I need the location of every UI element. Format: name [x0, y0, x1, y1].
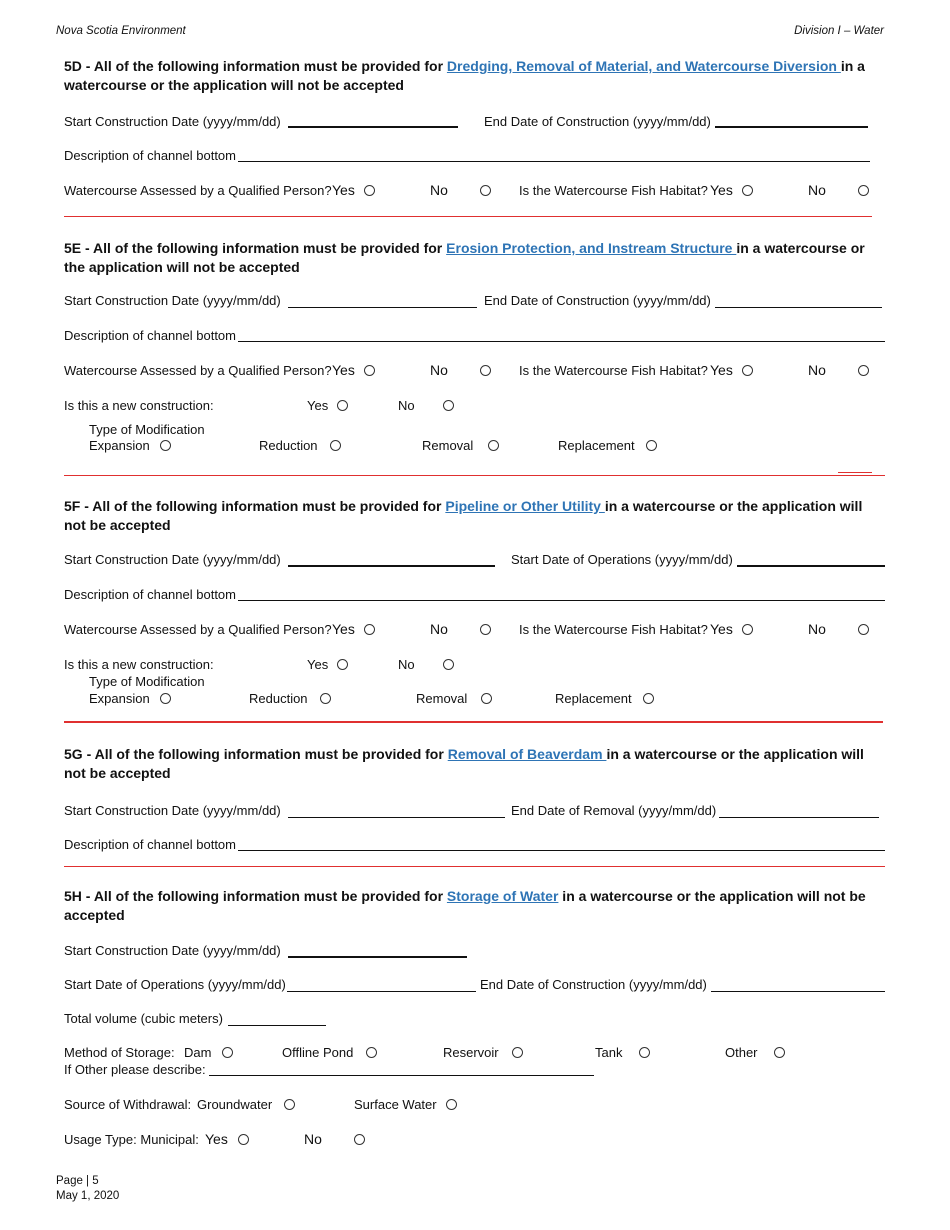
start-operations-field[interactable] — [737, 565, 885, 567]
start-construction-field[interactable] — [288, 565, 495, 567]
new-yes-radio[interactable] — [337, 659, 348, 670]
other-label: Other — [725, 1045, 758, 1060]
section-5e-heading: 5E - All of the following information must be provided for Erosion Protection, and Instream Structure in a watercourse or the application will not be accepted — [64, 240, 865, 275]
municipal-no-label: No — [304, 1131, 322, 1147]
assessed-label: Watercourse Assessed by a Qualified Person? — [64, 622, 332, 637]
channel-bottom-label: Description of channel bottom — [64, 587, 236, 602]
offline-pond-label: Offline Pond — [282, 1045, 354, 1060]
start-operations-label: Start Date of Operations (yyyy/mm/dd) — [511, 552, 733, 567]
surface-water-label: Surface Water — [354, 1097, 437, 1112]
fish-yes-radio[interactable] — [742, 185, 753, 196]
section-5h-heading: 5H - All of the following information must be provided for Storage of Water in a watercourse or the application will not be accepted — [64, 888, 866, 923]
section-5f-link[interactable]: Pipeline or Other Utility — [445, 498, 605, 514]
fish-yes-label: Yes — [710, 621, 733, 637]
dam-radio[interactable] — [222, 1047, 233, 1058]
end-construction-label: End Date of Construction (yyyy/mm/dd) — [484, 114, 711, 129]
assessed-yes-radio[interactable] — [364, 185, 375, 196]
start-construction-label: Start Construction Date (yyyy/mm/dd) — [64, 552, 281, 567]
fish-yes-label: Yes — [710, 182, 733, 198]
type-of-modification-label: Type of Modification — [89, 674, 205, 689]
section-5e-link[interactable]: Erosion Protection, and Instream Structure — [446, 240, 737, 256]
section-divider — [64, 216, 872, 217]
municipal-no-radio[interactable] — [354, 1134, 365, 1145]
section-divider-accent — [838, 472, 872, 473]
section-5f-heading: 5F - All of the following information must be provided for Pipeline or Other Utility in a watercourse or the application will not be accepted — [64, 498, 863, 533]
fish-no-radio[interactable] — [858, 365, 869, 376]
fish-yes-label: Yes — [710, 362, 733, 378]
start-operations-field[interactable] — [287, 991, 476, 992]
section-5g-link[interactable]: Removal of Beaverdam — [447, 746, 607, 762]
new-yes-radio[interactable] — [337, 400, 348, 411]
section-5d-heading: 5D - All of the following information must be provided for Dredging, Removal of Material, and Watercourse Diversion in a watercourse or the application will not be accepted — [64, 58, 865, 93]
fish-no-label: No — [808, 621, 826, 637]
fish-no-radio[interactable] — [858, 185, 869, 196]
header-left: Nova Scotia Environment — [56, 25, 186, 37]
assessed-no-label: No — [430, 182, 448, 198]
replacement-label: Replacement — [558, 438, 635, 453]
new-no-radio[interactable] — [443, 400, 454, 411]
groundwater-radio[interactable] — [284, 1099, 295, 1110]
fish-habitat-label: Is the Watercourse Fish Habitat? — [519, 363, 708, 378]
channel-bottom-field[interactable] — [238, 850, 885, 851]
other-describe-label: If Other please describe: — [64, 1062, 206, 1077]
reduction-label: Reduction — [249, 691, 308, 706]
assessed-no-label: No — [430, 362, 448, 378]
assessed-no-label: No — [430, 621, 448, 637]
type-of-modification-label: Type of Modification — [89, 422, 205, 437]
end-construction-label: End Date of Construction (yyyy/mm/dd) — [484, 293, 711, 308]
fish-habitat-label: Is the Watercourse Fish Habitat? — [519, 622, 708, 637]
start-construction-field[interactable] — [288, 126, 458, 128]
fish-yes-radio[interactable] — [742, 365, 753, 376]
channel-bottom-field[interactable] — [238, 341, 885, 342]
assessed-yes-label: Yes — [332, 182, 355, 198]
section-divider — [64, 475, 885, 476]
fish-no-label: No — [808, 182, 826, 198]
assessed-no-radio[interactable] — [480, 624, 491, 635]
assessed-yes-radio[interactable] — [364, 365, 375, 376]
channel-bottom-label: Description of channel bottom — [64, 837, 236, 852]
header-right: Division I – Water — [794, 25, 884, 37]
new-construction-label: Is this a new construction: — [64, 657, 214, 672]
assessed-label: Watercourse Assessed by a Qualified Person? — [64, 363, 332, 378]
reduction-label: Reduction — [259, 438, 318, 453]
replacement-radio[interactable] — [646, 440, 657, 451]
section-divider — [64, 866, 885, 867]
fish-yes-radio[interactable] — [742, 624, 753, 635]
channel-bottom-label: Description of channel bottom — [64, 328, 236, 343]
end-removal-field[interactable] — [719, 817, 879, 818]
reduction-radio[interactable] — [320, 693, 331, 704]
end-construction-field[interactable] — [715, 307, 882, 308]
other-radio[interactable] — [774, 1047, 785, 1058]
reduction-radio[interactable] — [330, 440, 341, 451]
new-no-radio[interactable] — [443, 659, 454, 670]
surface-water-radio[interactable] — [446, 1099, 457, 1110]
tank-label: Tank — [595, 1045, 623, 1060]
start-operations-label: Start Date of Operations (yyyy/mm/dd) — [64, 977, 286, 992]
assessed-yes-label: Yes — [332, 362, 355, 378]
new-construction-label: Is this a new construction: — [64, 398, 214, 413]
end-construction-field[interactable] — [711, 991, 885, 992]
channel-bottom-field[interactable] — [238, 161, 870, 162]
start-construction-field[interactable] — [288, 307, 477, 308]
tank-radio[interactable] — [639, 1047, 650, 1058]
assessed-yes-label: Yes — [332, 621, 355, 637]
start-construction-label: Start Construction Date (yyyy/mm/dd) — [64, 114, 281, 129]
start-construction-label: Start Construction Date (yyyy/mm/dd) — [64, 293, 281, 308]
section-5d-link[interactable]: Dredging, Removal of Material, and Watercourse Diversion — [446, 58, 841, 74]
removal-radio[interactable] — [488, 440, 499, 451]
section-divider — [64, 721, 883, 723]
start-construction-field[interactable] — [288, 956, 467, 958]
assessed-no-radio[interactable] — [480, 185, 491, 196]
groundwater-label: Groundwater — [197, 1097, 273, 1112]
channel-bottom-field[interactable] — [238, 600, 885, 601]
usage-type-label: Usage Type: Municipal: — [64, 1132, 199, 1147]
footer-date: May 1, 2020 — [56, 1190, 120, 1202]
assessed-yes-radio[interactable] — [364, 624, 375, 635]
assessed-label: Watercourse Assessed by a Qualified Person? — [64, 183, 332, 198]
end-construction-label: End Date of Construction (yyyy/mm/dd) — [480, 977, 707, 992]
expansion-label: Expansion — [89, 691, 150, 706]
removal-radio[interactable] — [481, 693, 492, 704]
method-of-storage-label: Method of Storage: — [64, 1045, 175, 1060]
start-construction-field[interactable] — [288, 817, 505, 818]
new-yes-label: Yes — [307, 398, 329, 413]
section-5h-link[interactable]: Storage of Water — [446, 888, 559, 904]
replacement-label: Replacement — [555, 691, 632, 706]
new-no-label: No — [398, 398, 415, 413]
removal-label: Removal — [416, 691, 468, 706]
reservoir-label: Reservoir — [443, 1045, 499, 1060]
total-volume-field[interactable] — [228, 1025, 326, 1026]
dam-label: Dam — [184, 1045, 212, 1060]
fish-habitat-label: Is the Watercourse Fish Habitat? — [519, 183, 708, 198]
assessed-no-radio[interactable] — [480, 365, 491, 376]
end-removal-label: End Date of Removal (yyyy/mm/dd) — [511, 803, 717, 818]
page-number: Page | 5 — [56, 1175, 99, 1187]
end-construction-field[interactable] — [715, 126, 868, 128]
expansion-radio[interactable] — [160, 440, 171, 451]
channel-bottom-label: Description of channel bottom — [64, 148, 236, 163]
municipal-yes-radio[interactable] — [238, 1134, 249, 1145]
municipal-yes-label: Yes — [205, 1131, 228, 1147]
start-construction-label: Start Construction Date (yyyy/mm/dd) — [64, 943, 281, 958]
start-construction-label: Start Construction Date (yyyy/mm/dd) — [64, 803, 281, 818]
section-5g-heading: 5G - All of the following information must be provided for Removal of Beaverdam in a watercourse or the application will not be accepted — [64, 746, 864, 781]
expansion-radio[interactable] — [160, 693, 171, 704]
replacement-radio[interactable] — [643, 693, 654, 704]
fish-no-label: No — [808, 362, 826, 378]
new-no-label: No — [398, 657, 415, 672]
other-describe-field[interactable] — [209, 1075, 594, 1076]
offline-pond-radio[interactable] — [366, 1047, 377, 1058]
expansion-label: Expansion — [89, 438, 150, 453]
total-volume-label: Total volume (cubic meters) — [64, 1011, 223, 1026]
source-of-withdrawal-label: Source of Withdrawal: — [64, 1097, 192, 1112]
reservoir-radio[interactable] — [512, 1047, 523, 1058]
fish-no-radio[interactable] — [858, 624, 869, 635]
removal-label: Removal — [422, 438, 474, 453]
new-yes-label: Yes — [307, 657, 329, 672]
